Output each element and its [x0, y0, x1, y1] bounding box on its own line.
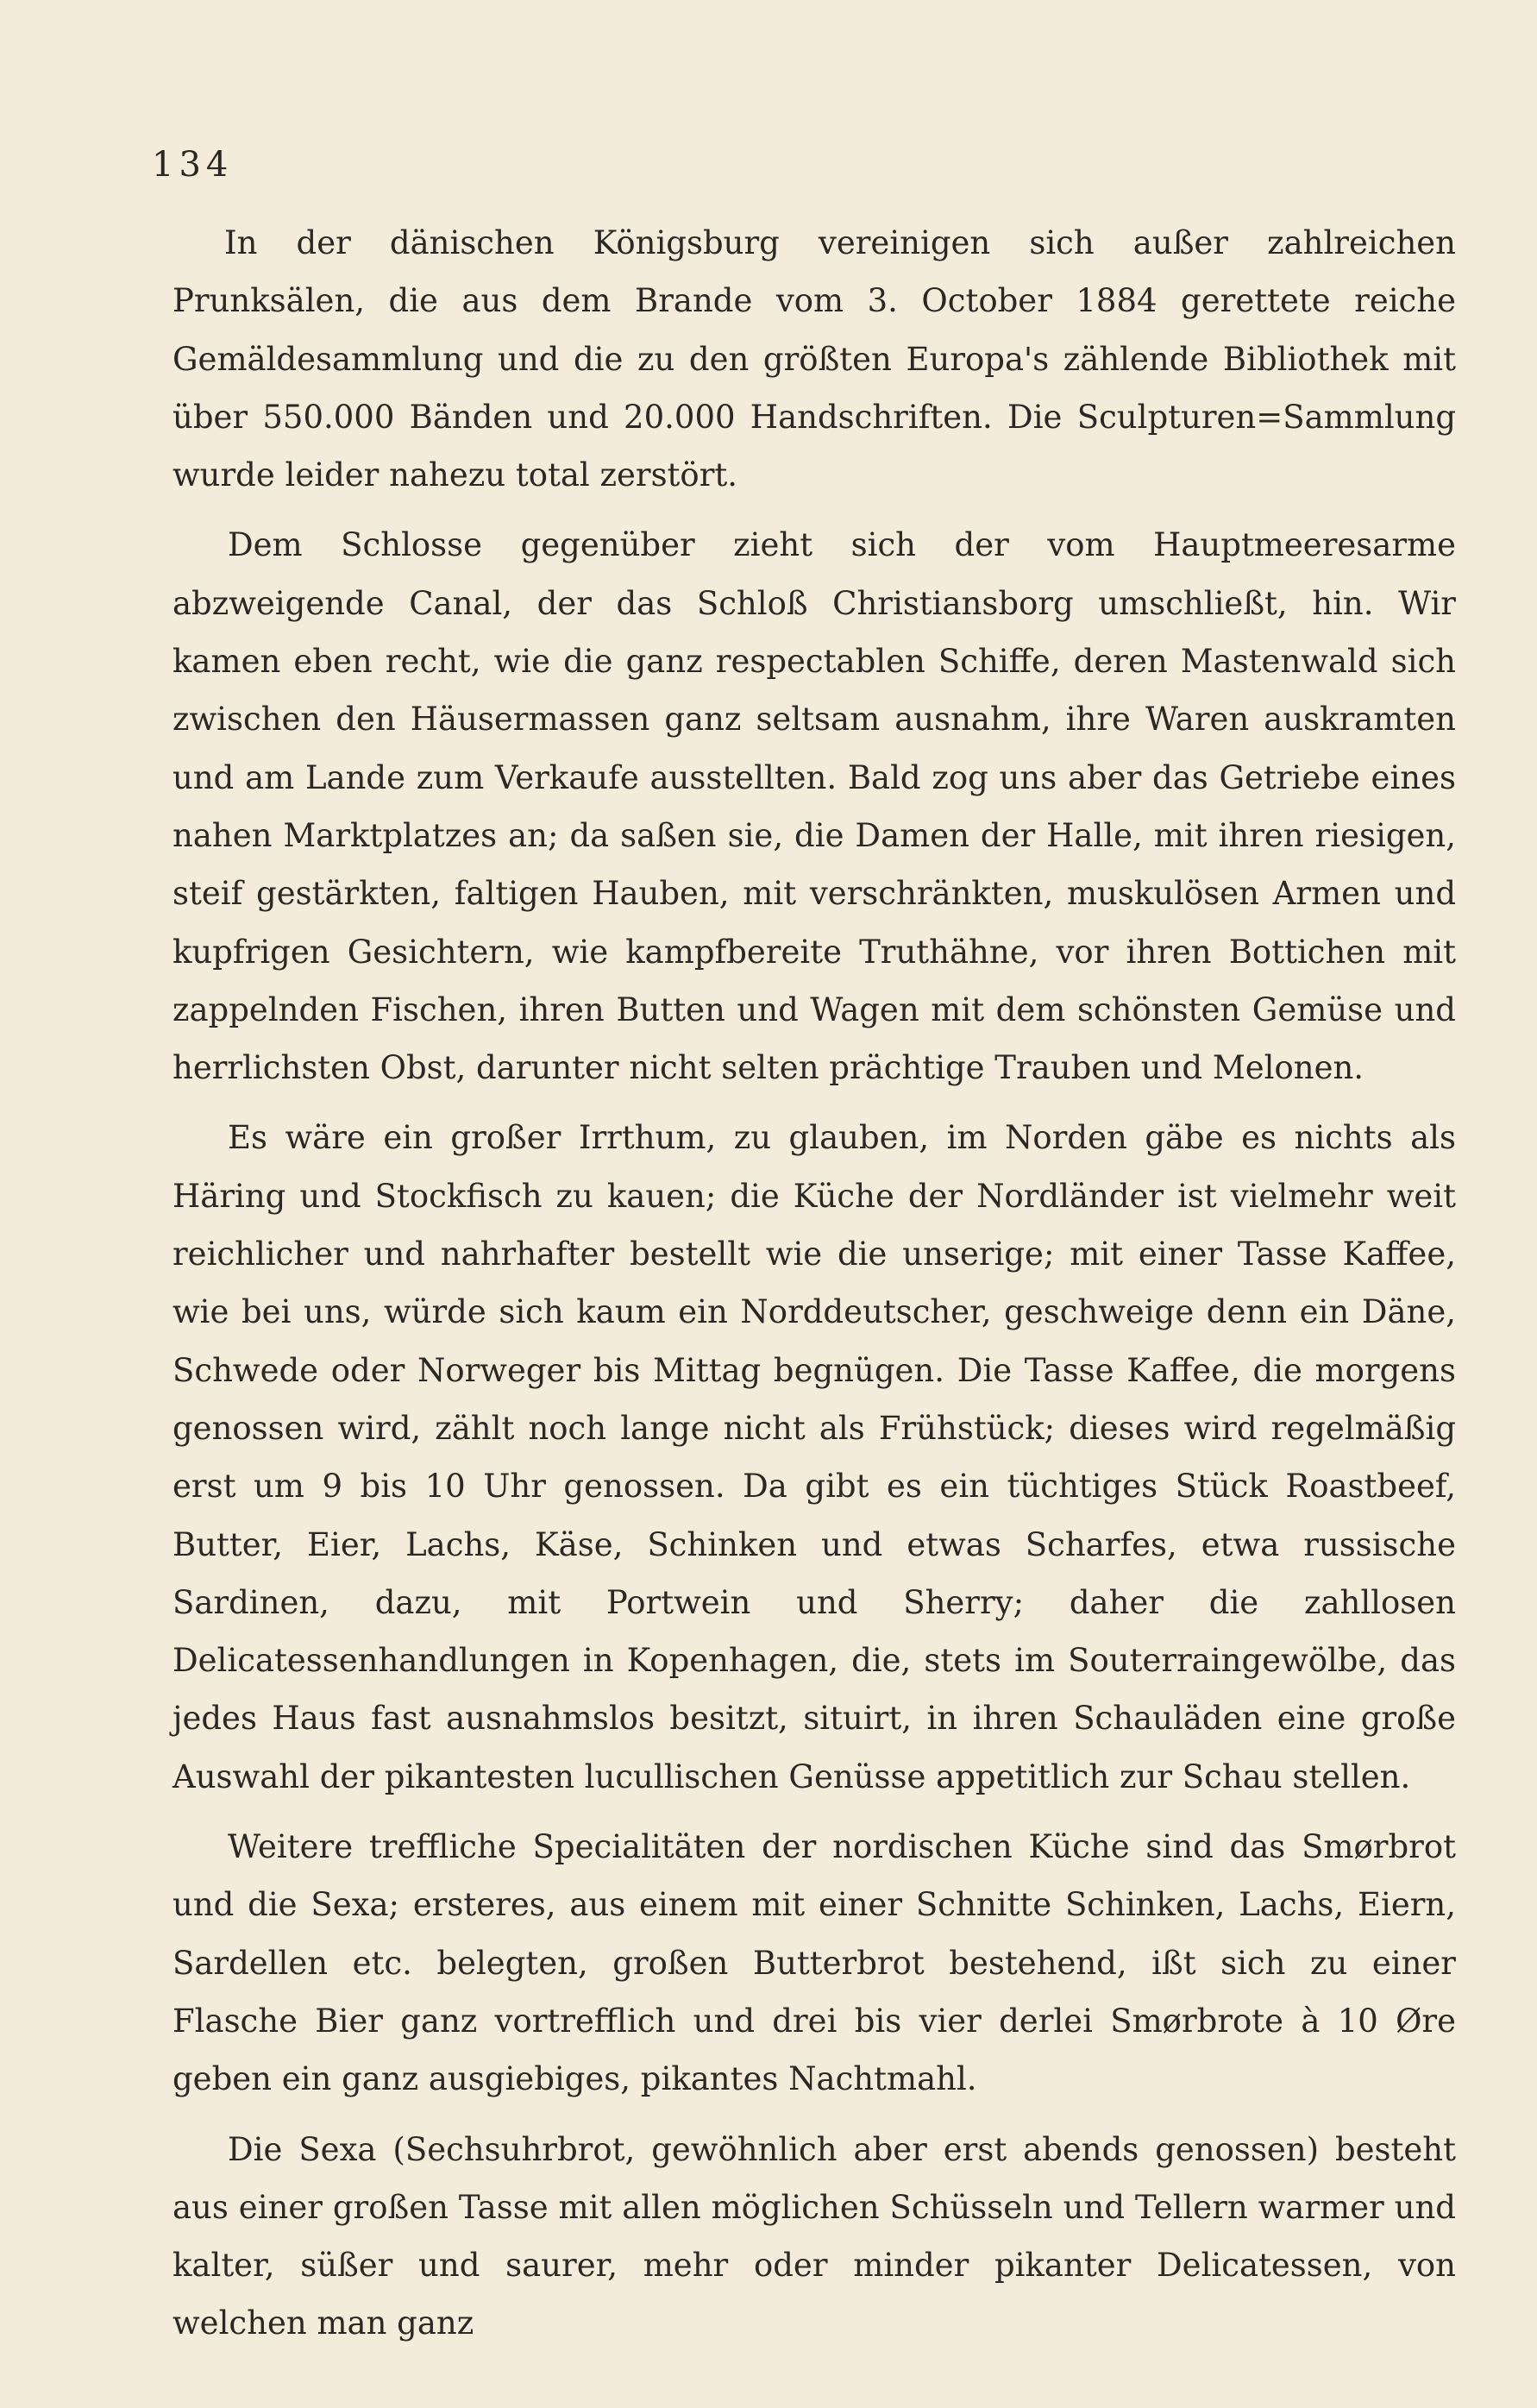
- paragraph: Weitere treffliche Specialitäten der nordischen Küche sind das Smørbrot und die Sexa; ersteres, aus einem mit einer Schnitte Schinken, Lachs, Eiern, Sardellen etc. belegten, großen Butterbrot bestehend, ißt sich zu einer Flasche Bier ganz vortrefflich und drei bis vier derlei Smørbrote à 10 Øre geben ein ganz ausgiebiges, pikantes Nachtmahl.: [173, 1828, 1456, 2098]
- paragraph: Es wäre ein großer Irrthum, zu glauben, im Norden gäbe es nichts als Häring und Stockfisch zu kauen; die Küche der Nordländer ist vielmehr weit reichlicher und nahrhafter bestellt wie die unserige; mit einer Tasse Kaffee, wie bei uns, würde sich kaum ein Norddeutscher, geschweige denn ein Däne, Schwede oder Norweger bis Mittag begnügen. Die Tasse Kaffee, die morgens genossen wird, zählt noch lange nicht als Frühstück; dieses wird regelmäßig erst um 9 bis 10 Uhr genossen. Da gibt es ein tüchtiges Stück Roastbeef, Butter, Eier, Lachs, Käse, Schinken und etwas Scharfes, etwa russische Sardinen, dazu, mit Portwein und Sherry; daher die zahllosen Delicatessenhandlungen in Kopenhagen, die, stets im Souterraingewölbe, das jedes Haus fast ausnahmslos besitzt, situirt, in ihren Schauläden eine große Auswahl der pikantesten lucullischen Genüsse appetitlich zur Schau stellen.: [173, 1119, 1456, 1795]
- paragraph: Dem Schlosse gegenüber zieht sich der vom Hauptmeeresarme abzweigende Canal, der das Schloß Christiansborg umschließt, hin. Wir kamen eben recht, wie die ganz respectablen Schiffe, deren Mastenwald sich zwischen den Häusermassen ganz seltsam ausnahm, ihre Waren auskramten und am Lande zum Verkaufe ausstellten. Bald zog uns aber das Getriebe eines nahen Marktplatzes an; da saßen sie, die Damen der Halle, mit ihren riesigen, steif gestärkten, faltigen Hauben, mit verschränkten, muskulösen Armen und kupfrigen Gesichtern, wie kampfbereite Truthähne, vor ihren Bottichen mit zappelnden Fischen, ihren Butten und Wagen mit dem schönsten Gemüse und herrlichsten Obst, darunter nicht selten prächtige Trauben und Melonen.: [173, 526, 1456, 1087]
- body-text: [173, 214, 1456, 2365]
- page-number: 134: [152, 145, 234, 185]
- paragraph: Die Sexa (Sechsuhrbrot, gewöhnlich aber erst abends genossen) besteht aus einer großen Tasse mit allen möglichen Schüsseln und Tellern warmer und kalter, süßer und saurer, mehr oder minder pikanter Delicatessen, von welchen man ganz: [173, 2130, 1456, 2342]
- paragraph: In der dänischen Königsburg vereinigen sich außer zahlreichen Prunksälen, die aus dem Brande vom 3. October 1884 gerettete reiche Gemäldesammlung und die zu den größten Europa's zählende Bibliothek mit über 550.000 Bänden und 20.000 Handschriften. Die Sculpturen=Sammlung wurde leider nahezu total zerstört.: [173, 224, 1456, 494]
